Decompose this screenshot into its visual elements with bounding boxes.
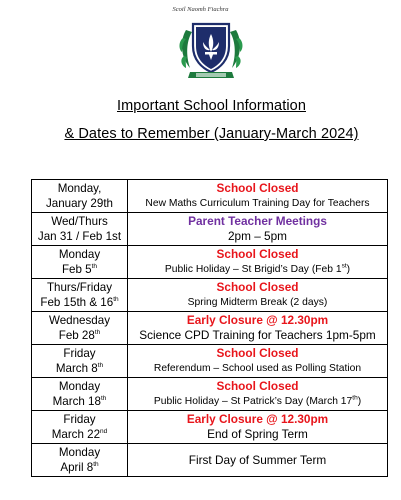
date-line-2: March 8th bbox=[55, 362, 104, 375]
event-description: Public Holiday – St Patrick’s Day (March 17th) bbox=[153, 394, 362, 407]
event-cell bbox=[128, 444, 388, 477]
date-cell bbox=[32, 213, 128, 246]
date-line-1: Friday bbox=[63, 413, 96, 426]
date-line-1: Thurs/Friday bbox=[46, 281, 113, 294]
date-cell bbox=[32, 312, 128, 345]
table-row bbox=[32, 411, 388, 444]
table-row bbox=[32, 444, 388, 477]
event-cell bbox=[128, 213, 388, 246]
date-cell bbox=[32, 378, 128, 411]
event-cell bbox=[128, 312, 388, 345]
date-line-2: March 18th bbox=[52, 395, 107, 408]
school-crest-area bbox=[0, 6, 401, 86]
table-row bbox=[32, 345, 388, 378]
event-title: Parent Teacher Meetings bbox=[188, 214, 327, 228]
date-cell bbox=[32, 444, 128, 477]
event-description: Spring Midterm Break (2 days) bbox=[187, 297, 328, 308]
table-row bbox=[32, 246, 388, 279]
event-description: 2pm – 5pm bbox=[227, 229, 287, 243]
table-row bbox=[32, 378, 388, 411]
event-title: School Closed bbox=[216, 181, 299, 195]
date-line-1: Friday bbox=[63, 347, 96, 360]
date-line-2: Feb 15th & 16th bbox=[40, 296, 119, 309]
table-row bbox=[32, 213, 388, 246]
date-line-1: Monday bbox=[58, 446, 101, 459]
date-cell bbox=[32, 180, 128, 213]
date-line-2: March 22nd bbox=[51, 428, 108, 441]
event-title: Early Closure @ 12.30pm bbox=[186, 412, 329, 426]
date-cell bbox=[32, 279, 128, 312]
event-title: School Closed bbox=[216, 247, 299, 261]
dates-table bbox=[31, 179, 388, 477]
page-title-line-2: & Dates to Remember (January-March 2024) bbox=[64, 126, 359, 142]
date-line-1: Monday, bbox=[57, 182, 102, 195]
event-description: Public Holiday – St Brigid’s Day (Feb 1st) bbox=[164, 262, 351, 275]
date-line-1: Wed/Thurs bbox=[51, 215, 108, 228]
event-title: School Closed bbox=[216, 346, 299, 360]
date-line-2: April 8th bbox=[60, 461, 99, 474]
date-line-1: Wednesday bbox=[48, 314, 110, 327]
event-description: First Day of Summer Term bbox=[188, 452, 327, 467]
table-row bbox=[32, 180, 388, 213]
date-line-2: Feb 5th bbox=[61, 263, 98, 276]
event-title: School Closed bbox=[216, 379, 299, 393]
date-cell bbox=[32, 411, 128, 444]
event-cell bbox=[128, 246, 388, 279]
event-description: Referendum – School used as Polling Station bbox=[153, 363, 362, 374]
event-cell bbox=[128, 411, 388, 444]
date-line-2: Feb 28th bbox=[58, 329, 101, 342]
date-line-1: Monday bbox=[58, 380, 101, 393]
event-description: Science CPD Training for Teachers 1pm-5pm bbox=[139, 328, 376, 342]
table-row bbox=[32, 279, 388, 312]
date-line-2: Jan 31 / Feb 1st bbox=[37, 230, 122, 243]
date-cell bbox=[32, 345, 128, 378]
event-cell bbox=[128, 180, 388, 213]
event-cell bbox=[128, 378, 388, 411]
table-row bbox=[32, 312, 388, 345]
page-title-line-1: Important School Information bbox=[117, 98, 306, 114]
event-title: School Closed bbox=[216, 280, 299, 294]
event-title: Early Closure @ 12.30pm bbox=[186, 313, 329, 327]
school-motto: Scoil Naomh Fiachra bbox=[172, 6, 229, 13]
date-line-1: Monday bbox=[58, 248, 101, 261]
event-cell bbox=[128, 345, 388, 378]
event-description: End of Spring Term bbox=[207, 427, 308, 441]
date-cell bbox=[32, 246, 128, 279]
event-description: New Maths Curriculum Training Day for Teachers bbox=[145, 198, 370, 209]
event-cell bbox=[128, 279, 388, 312]
date-line-2: January 29th bbox=[45, 197, 114, 210]
school-crest-icon bbox=[176, 16, 246, 84]
